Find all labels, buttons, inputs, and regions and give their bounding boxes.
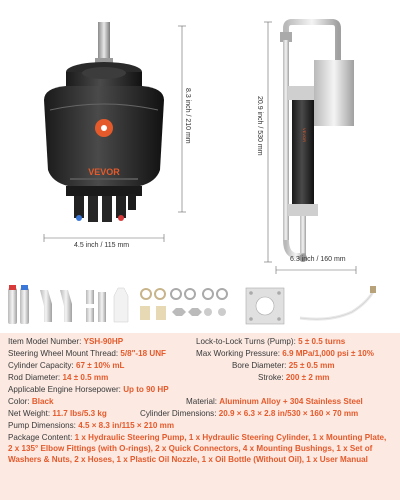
spec-row-horsepower: Applicable Engine Horsepower: Up to 90 HP	[8, 385, 169, 394]
spec-row-color-material: Color: Black Material: Aluminum Alloy + 304 Stainless Steel	[8, 397, 363, 406]
package-parts-row	[0, 282, 400, 334]
max-pressure: 6.9 MPa/1,000 psi ± 10%	[282, 349, 374, 358]
mount-thread: 5/8"-18 UNF	[120, 349, 166, 358]
steering-pump	[44, 22, 164, 222]
spec-row-package: Package Content: 1 x Hydraulic Steering Pump, 1 x Hydraulic Steering Cylinder, 1 x Mounting Plate, 2 x 135° Elbow Fittings (with O-rings), 2 x Quick Connectors, 4 x Mounting Bushings, 1 x Set of Washers & Nuts, 2 x Hoses, 1 x Plastic Oil Nozzle, 1 x Oil Bottle (Without Oil), 1 x User Manual	[8, 433, 387, 464]
quick-connectors	[8, 285, 29, 324]
spec-row-rod-stroke: Rod Diameter: 14 ± 0.5 mm Stroke: 200 ± 2 mm	[8, 373, 330, 382]
lock-to-lock-turns: 5 ± 0.5 turns	[298, 337, 346, 346]
pump-width-label: 4.5 inch / 115 mm	[74, 242, 130, 249]
svg-text:VEVOR: VEVOR	[302, 128, 307, 143]
pump-dimensions: 4.5 × 8.3 in/115 × 210 mm	[78, 421, 175, 430]
package-content: 1 x Hydraulic Steering Pump, 1 x Hydraulic Steering Cylinder, 1 x Mounting Plate, 2 x 135° Elbow Fittings (with O-rings), 2 x Quick Connectors, 4 x Mounting Bushings, 1 x Set of Washers & Nuts, 2 x Hoses, 1 x Plastic Oil Nozzle, 1 x Oil Bottle (Without Oil), 1 x User Manual	[8, 433, 387, 464]
steering-cylinder	[280, 22, 354, 262]
spec-row-capacity-bore: Cylinder Capacity: 67 ± 10% mL Bore Diameter: 25 ± 0.5 mm	[8, 361, 335, 370]
cylinder-height-label: 20.9 inch / 530 mm	[256, 96, 263, 156]
elbow-fittings	[40, 290, 72, 322]
oil-nozzle	[114, 288, 128, 322]
cylinder-height-dimension	[264, 22, 272, 262]
engine-horsepower: Up to 90 HP	[123, 385, 169, 394]
cylinder-capacity: 67 ± 10% mL	[75, 361, 125, 370]
cylinder-dimensions: 20.9 × 6.3 × 2.8 in/530 × 160 × 70 mm	[218, 409, 359, 418]
stroke: 200 ± 2 mm	[285, 373, 330, 382]
color-value: Black	[31, 397, 54, 406]
spec-row-thread-pressure: Steering Wheel Mount Thread: 5/8"-18 UNF Max Working Pressure: 6.9 MPa/1,000 psi ± 10%	[8, 349, 374, 358]
net-weight: 11.7 lbs/5.3 kg	[52, 409, 107, 418]
pump-width-dimension	[44, 234, 164, 242]
parts-illustration	[0, 282, 400, 334]
cylinder-width-label: 6.3 inch / 160 mm	[290, 256, 346, 263]
brand-logo: VEVOR	[88, 167, 120, 177]
spec-row-model-lock: Item Model Number: YSH-90HP Lock-to-Lock Turns (Pump): 5 ± 0.5 turns	[8, 337, 346, 346]
pump-height-label: 8.3 inch / 210 mm	[184, 88, 191, 144]
material-value: Aluminum Alloy + 304 Stainless Steel	[219, 397, 363, 406]
bore-diameter: 25 ± 0.5 mm	[288, 361, 335, 370]
cylinder-width-dimension	[276, 266, 356, 274]
specifications-panel	[0, 333, 400, 500]
mounting-plate	[246, 288, 284, 324]
washers-and-nuts	[140, 289, 227, 320]
rod-diameter: 14 ± 0.5 mm	[62, 373, 109, 382]
spec-row-weight-cyldim: Net Weight: 11.7 lbs/5.3 kg Cylinder Dimensions: 20.9 × 6.3 × 2.8 in/530 × 160 × 70 mm	[8, 409, 359, 418]
spec-row-pump-dim: Pump Dimensions: 4.5 × 8.3 in/115 × 210 mm	[8, 421, 175, 430]
model-number: YSH-90HP	[83, 337, 124, 346]
mounting-bushings	[86, 290, 106, 322]
hoses	[300, 286, 376, 319]
